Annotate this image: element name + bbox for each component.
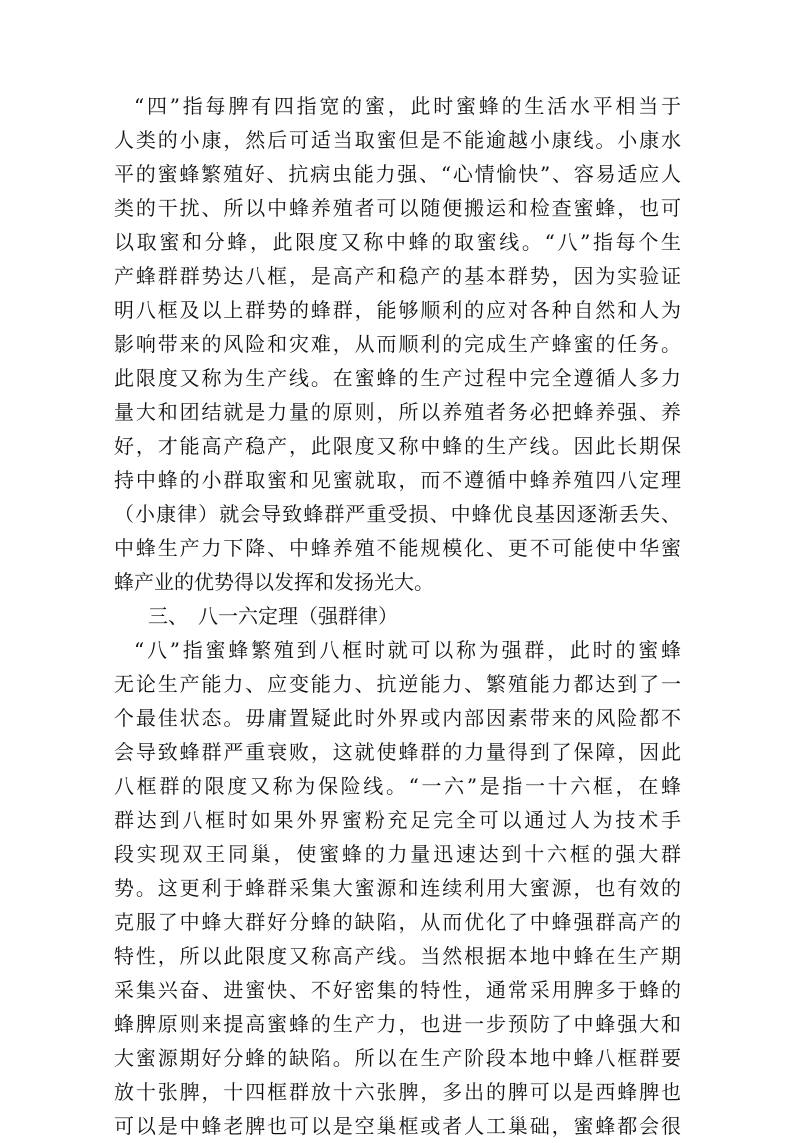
text-line: 段实现双王同巢，使蜜蜂的力量迅速达到十六框的强大群 (114, 842, 681, 866)
text-line: 会导致蜂群严重衰败，这就使蜂群的力量得到了保障，因此 (114, 740, 681, 764)
text-line: 明八框及以上群势的蜂群，能够顺利的应对各种自然和人为 (114, 298, 681, 322)
text-line: 蜂产业的优势得以发挥和发扬光大。 (114, 570, 434, 594)
text-line: 克服了中蜂大群好分蜂的缺陷，从而优化了中蜂强群高产的 (114, 910, 681, 934)
text-line: 个最佳状态。毋庸置疑此时外界或内部因素带来的风险都不 (114, 706, 681, 730)
text-line: 八框群的限度又称为保险线。“一六”是指一十六框，在蜂 (114, 774, 681, 798)
section-heading: 三、 八一六定理（强群律） (148, 604, 398, 628)
text-line: 以取蜜和分蜂，此限度又称中蜂的取蜜线。“八”指每个生 (114, 230, 681, 254)
text-line: 平的蜜蜂繁殖好、抗病虫能力强、“心情愉快”、容易适应人 (114, 162, 681, 186)
text-line: 无论生产能力、应变能力、抗逆能力、繁殖能力都达到了一 (114, 672, 681, 696)
text-line: 中蜂生产力下降、中蜂养殖不能规模化、更不可能使中华蜜 (114, 536, 681, 560)
text-line: 势。这更利于蜂群采集大蜜源和连续利用大蜜源，也有效的 (114, 876, 681, 900)
text-line: “八”指蜜蜂繁殖到八框时就可以称为强群，此时的蜜蜂 (134, 638, 681, 662)
text-line: 大蜜源期好分蜂的缺陷。所以在生产阶段本地中蜂八框群要 (114, 1046, 681, 1070)
text-line: 量大和团结就是力量的原则，所以养殖者务必把蜂养强、养 (114, 400, 681, 424)
text-line: （小康律）就会导致蜂群严重受损、中蜂优良基因逐渐丢失、 (114, 502, 681, 526)
text-line: 可以是中蜂老脾也可以是空巢框或者人工巢础，蜜蜂都会很 (114, 1114, 681, 1138)
text-line: 类的干扰、所以中蜂养殖者可以随便搬运和检查蜜蜂，也可 (114, 196, 681, 220)
text-line: 此限度又称为生产线。在蜜蜂的生产过程中完全遵循人多力 (114, 366, 681, 390)
text-line: 好，才能高产稳产，此限度又称中蜂的生产线。因此长期保 (114, 434, 681, 458)
text-line: 特性，所以此限度又称高产线。当然根据本地中蜂在生产期 (114, 944, 681, 968)
text-line: 人类的小康，然后可适当取蜜但是不能逾越小康线。小康水 (114, 128, 681, 152)
text-line: 产蜂群群势达八框，是高产和稳产的基本群势，因为实验证 (114, 264, 681, 288)
text-line: 放十张脾，十四框群放十六张脾，多出的脾可以是西蜂脾也 (114, 1080, 681, 1104)
text-line: 蜂脾原则来提高蜜蜂的生产力，也进一步预防了中蜂强大和 (114, 1012, 681, 1036)
text-line: 影响带来的风险和灾难，从而顺利的完成生产蜂蜜的任务。 (114, 332, 681, 356)
text-line: 群达到八框时如果外界蜜粉充足完全可以通过人为技术手 (114, 808, 681, 832)
text-line: “四”指每脾有四指宽的蜜，此时蜜蜂的生活水平相当于 (134, 94, 681, 118)
text-line: 持中蜂的小群取蜜和见蜜就取，而不遵循中蜂养殖四八定理 (114, 468, 681, 492)
text-line: 采集兴奋、进蜜快、不好密集的特性，通常采用脾多于蜂的 (114, 978, 681, 1002)
